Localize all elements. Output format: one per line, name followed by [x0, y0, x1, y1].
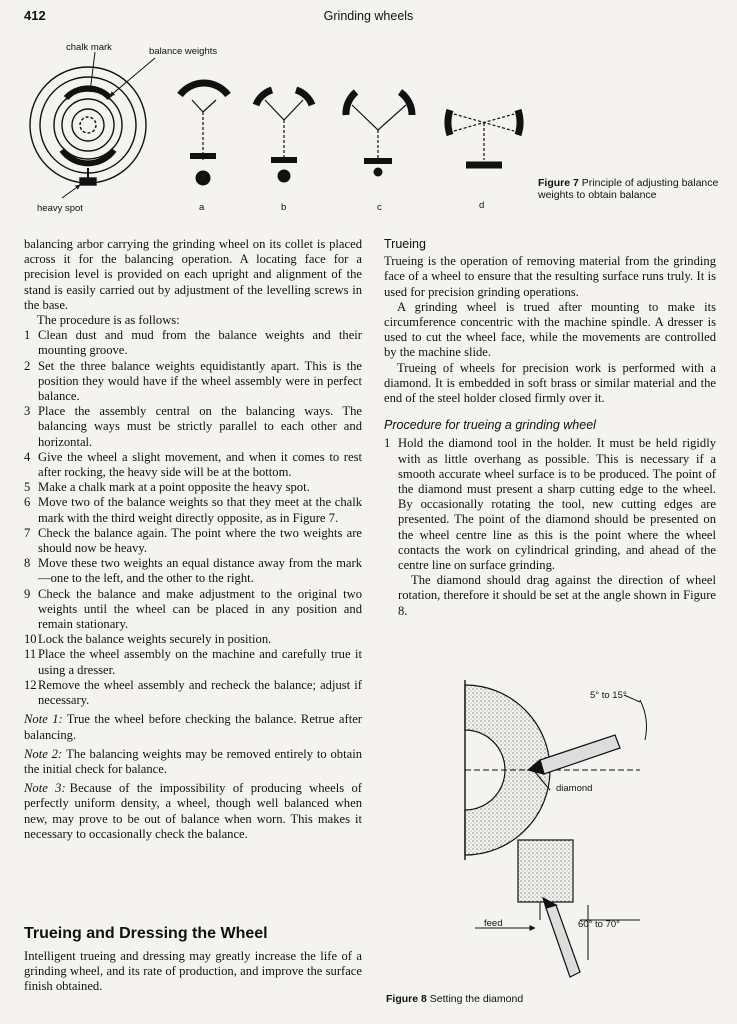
list-item [24, 556, 362, 586]
list-item-text: Move these two weights an equal distance away from the mark—one to the left, and the other to the right. [38, 556, 362, 586]
list-item-number: 11 [24, 647, 37, 662]
list-item-number: 1 [24, 328, 31, 343]
list-item-number: 8 [24, 556, 31, 571]
note-text: Because of the impossibility of producing wheels of perfectly uniform density, a wheel, though well balanced when new, may prove to be out of balance when worn. This makes it necessary to occasionally check the balance. [24, 781, 362, 841]
list-item-number: 9 [24, 586, 31, 601]
trueing-paragraph-2: A grinding wheel is trued after mounting to make its circumference concentric with the machine spindle. A dresser is used to cut the wheel face, while the movements are controlled by the machine slide. [384, 299, 716, 360]
list-item-number: 6 [24, 495, 31, 510]
list-item-number: 12 [24, 677, 37, 692]
figure7-label-a: a [199, 202, 205, 213]
section-paragraph: Intelligent trueing and dressing may greatly increase the life of a grinding wheel, and its rate of production, and improve the surface finish obtained. [24, 949, 362, 994]
list-item-number: 1 [384, 436, 391, 451]
procedure-paragraph-2: The diamond should drag against the direction of wheel rotation, therefore it should be set at the angle shown in Figure 8. [398, 573, 716, 618]
list-item [24, 526, 362, 556]
list-item-number: 5 [24, 480, 31, 495]
list-item-text: Give the wheel a slight movement, and when it comes to rest after rocking, the heavy side will be at the bottom. [38, 449, 362, 480]
work-block [518, 840, 573, 902]
list-item [24, 359, 362, 405]
trueing-heading: Trueing [384, 237, 426, 251]
list-item [24, 404, 362, 450]
balance-weights-label: balance weights [149, 46, 218, 57]
list-item [24, 678, 362, 708]
angle-top-label: 5° to 15° [590, 690, 627, 701]
weight-diagram-a [180, 83, 228, 185]
list-item [24, 450, 362, 480]
figure8-caption [386, 993, 716, 1005]
list-item [24, 587, 362, 633]
wheel-diagram [30, 67, 146, 185]
chalk-mark-label: chalk mark [66, 42, 112, 53]
list-item-text: Lock the balance weights securely in position. [38, 632, 272, 647]
list-item-text: Place the wheel assembly on the machine and carefully true it using a dresser. [38, 647, 362, 677]
note-3 [24, 781, 362, 842]
list-item-number: 10 [24, 632, 37, 647]
list-item [24, 480, 362, 495]
left-column [24, 237, 362, 842]
note-text: The balancing weights may be removed entirely to obtain the initial check for balance. [24, 746, 362, 776]
note-text: True the wheel before checking the balance. Retrue after balancing. [24, 712, 362, 742]
figure7-label-b: b [281, 202, 287, 213]
note-2 [24, 747, 362, 777]
procedure-heading: Procedure for trueing a grinding wheel [384, 418, 596, 433]
heavy-spot-label: heavy spot [37, 203, 83, 214]
list-item [24, 647, 362, 677]
trueing-paragraph-1: Trueing is the operation of removing material from the grinding face of a wheel to ensure that the resulting surface runs truly. It is used for precision grinding operations. [384, 254, 716, 299]
weight-diagram-d [448, 110, 520, 165]
list-item-number: 2 [24, 358, 31, 373]
figure7-caption-text: Principle of adjusting balance weights to obtain balance [538, 177, 719, 201]
figure7-caption [538, 177, 728, 201]
figure8-drawing [440, 680, 680, 990]
list-item-text: Clean dust and mud from the balance weights and their mounting groove. [38, 328, 362, 358]
list-item-number: 3 [24, 404, 31, 419]
trueing-paragraph-3: Trueing of wheels for precision work is performed with a diamond. It is embedded in soft brass or similar material and the end of the steel holder closed firmly over it. [384, 360, 716, 406]
list-item-text: Set the three balance weights equidistantly apart. This is the position they would have if the wheel assembly were in perfect balance. [38, 358, 362, 404]
note-label: Note 1: [24, 712, 63, 727]
dressing-tool [543, 898, 580, 977]
right-column [384, 237, 716, 619]
note-1 [24, 712, 362, 742]
list-item-number: 4 [24, 449, 31, 464]
diamond-label: diamond [556, 783, 593, 794]
angle-bottom-label: 60° to 70° [578, 919, 620, 930]
procedure-intro: The procedure is as follows: [37, 313, 180, 328]
note-label: Note 2: [24, 746, 63, 761]
intro-paragraph: balancing arbor carrying the grinding wheel on its collet is placed across it for the balancing operation. A locating face for a precision level is provided on each upright and alignment of the stand is easily carried out by adjustment of the levelling screws in the base. [24, 237, 362, 312]
list-item-text: Move two of the balance weights so that they meet at the chalk mark with the third weight directly opposite, as in Figure 7. [38, 495, 362, 525]
section-heading: Trueing and Dressing the Wheel [24, 925, 268, 942]
list-item-text: Check the balance again. The point where the two weights are should now be heavy. [38, 525, 362, 556]
list-item [24, 495, 362, 525]
list-item [24, 328, 362, 358]
figure7-label-c: c [377, 202, 382, 213]
figure8-caption-label: Figure 8 [386, 993, 427, 1005]
feed-label: feed [484, 918, 503, 929]
list-item-text: Hold the diamond tool in the holder. It must be held rigidly with as little overhang as possible. This is necessary if a smooth accurate wheel surface is to be produced. The point of the diamond must present a sharp cutting edge to the wheel. By occasionally rotating the tool, new cutting edges are presented. The point of the diamond should be presented on the wheel centre line as this is the point where the wheel contacts the work on cylindrical grinding, and ahead of the centre line on surface grinding. [398, 436, 716, 573]
running-head: Grinding wheels [323, 9, 414, 23]
list-item-text: Remove the wheel assembly and recheck the balance; adjust if necessary. [38, 677, 362, 708]
figure7-label-d: d [479, 200, 485, 211]
figure7-caption-label: Figure 7 [538, 177, 579, 189]
weight-diagram-c [346, 92, 412, 176]
list-item-text: Check the balance and make adjustment to the original two weights until the wheel can be placed in any position and remain stationary. [38, 586, 362, 632]
note-label: Note 3: [24, 781, 66, 796]
list-item-number: 7 [24, 525, 31, 540]
procedure-list [24, 328, 362, 708]
list-item [24, 632, 362, 647]
list-item [384, 436, 716, 573]
weight-diagram-b [256, 90, 312, 182]
figure8-caption-text: Setting the diamond [429, 993, 524, 1005]
list-item-text: Place the assembly central on the balancing ways. The balancing ways must be strictly parallel to each other and horizontal. [38, 404, 362, 449]
list-item-text: Make a chalk mark at a point opposite the heavy spot. [38, 480, 310, 495]
page-number: 412 [24, 8, 46, 23]
